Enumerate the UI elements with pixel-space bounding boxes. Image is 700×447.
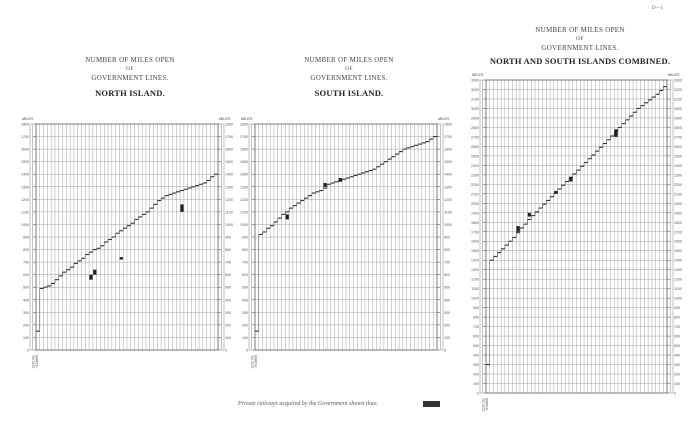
- y-tick-label-right: 3200: [674, 87, 682, 92]
- y-tick-label-right: 1300: [225, 185, 233, 190]
- y-tick-label-left: 700: [473, 325, 479, 330]
- y-tick-label-right: 1500: [225, 160, 233, 165]
- y-tick-label-right: 2600: [674, 144, 682, 149]
- y-tick-label-left: 1900: [471, 211, 479, 216]
- chart-1: [240, 117, 452, 369]
- y-tick-label-left: 2800: [471, 125, 479, 130]
- y-tick-label-right: 300: [674, 363, 680, 368]
- y-tick-label-right: 900: [444, 235, 450, 240]
- y-tick-label-left: 800: [23, 248, 29, 253]
- y-tick-label-right: 1900: [674, 211, 682, 216]
- y-tick-label-right: 500: [674, 344, 680, 349]
- y-tick-label-right: 2300: [674, 173, 682, 178]
- y-tick-label-left: 100: [23, 335, 29, 340]
- y-tick-label-right: 700: [444, 260, 450, 265]
- y-tick-label-right: 0: [444, 348, 446, 353]
- y-tick-label-left: 300: [473, 363, 479, 368]
- title-line-2: OF: [345, 66, 353, 72]
- y-tick-label-right: 1600: [674, 239, 682, 244]
- private-railway-block: [180, 204, 183, 212]
- private-railway-block: [324, 183, 327, 187]
- x-start-label: TO 31ST: [31, 355, 35, 369]
- y-tick-label-left: 0: [246, 348, 248, 353]
- y-tick-label-left: 400: [473, 353, 479, 358]
- y-tick-label-right: 2800: [674, 125, 682, 130]
- y-tick-label-right: 200: [674, 372, 680, 377]
- y-tick-label-left: 1500: [240, 160, 248, 165]
- y-tick-label-right: 1500: [444, 160, 452, 165]
- y-tick-label-left: 200: [23, 323, 29, 328]
- y-tick-label-right: 3000: [674, 106, 682, 111]
- left-scale-bar: [30, 124, 32, 350]
- y-tick-label-left: 200: [473, 372, 479, 377]
- title-line-1: NUMBER OF MILES OPEN: [535, 26, 625, 34]
- y-tick-label-right: 2400: [674, 163, 682, 168]
- y-tick-label-left: 1800: [471, 220, 479, 225]
- x-start-label: TO 31ST: [481, 398, 485, 412]
- y-tick-label-right: 1500: [674, 249, 682, 254]
- y-tick-label-left: 2200: [471, 182, 479, 187]
- y-tick-label-left: 1400: [471, 258, 479, 263]
- title-line-3: GOVERNMENT LINES.: [541, 44, 619, 52]
- y-tick-label-left: 900: [23, 235, 29, 240]
- y-tick-label-left: 1100: [21, 210, 29, 215]
- y-tick-label-left: 800: [473, 315, 479, 320]
- y-tick-label-left: 1500: [21, 160, 29, 165]
- y-tick-label-left: 200: [242, 323, 248, 328]
- y-tick-label-right: 1700: [674, 230, 682, 235]
- y-tick-label-right: 300: [444, 310, 450, 315]
- y-tick-label-right: 1400: [225, 172, 233, 177]
- y-tick-label-left: 900: [473, 306, 479, 311]
- x-start-label: MARCH: [253, 355, 258, 368]
- y-tick-label-right: 600: [444, 273, 450, 278]
- y-tick-label-right: 300: [225, 310, 231, 315]
- y-tick-label-right: 1200: [225, 197, 233, 202]
- y-tick-label-right: 700: [225, 260, 231, 265]
- y-tick-label-left: 1200: [21, 197, 29, 202]
- y-tick-label-right: 600: [225, 273, 231, 278]
- y-axis-label-left: MILES: [472, 73, 484, 77]
- private-railway-block: [286, 214, 289, 219]
- y-tick-label-left: 100: [242, 335, 248, 340]
- y-tick-label-right: 1300: [674, 268, 682, 273]
- private-railway-block: [528, 213, 531, 217]
- y-tick-label-right: 1200: [444, 197, 452, 202]
- private-railway-block: [516, 226, 519, 232]
- y-tick-label-left: 300: [242, 310, 248, 315]
- y-tick-label-right: 1700: [225, 135, 233, 140]
- y-tick-label-right: 1200: [674, 277, 682, 282]
- y-tick-label-left: 1000: [21, 222, 29, 227]
- y-tick-label-right: 1800: [225, 122, 233, 127]
- y-tick-label-left: 3000: [471, 106, 479, 111]
- y-tick-label-right: 100: [444, 335, 450, 340]
- y-axis-label-right: MILES: [219, 117, 231, 121]
- y-tick-label-left: 2400: [471, 163, 479, 168]
- y-tick-label-right: 1700: [444, 135, 452, 140]
- y-tick-label-left: 1700: [471, 230, 479, 235]
- y-tick-label-left: 1600: [240, 147, 248, 152]
- y-tick-label-left: 1100: [471, 287, 479, 292]
- y-tick-label-left: 1200: [471, 277, 479, 282]
- y-axis-label-left: MILES: [22, 117, 34, 121]
- private-railway-block: [93, 270, 96, 275]
- y-axis-label-right: MILES: [668, 73, 680, 77]
- y-tick-label-left: 300: [23, 310, 29, 315]
- y-tick-label-right: 500: [444, 285, 450, 290]
- private-railway-block: [120, 257, 123, 260]
- y-tick-label-right: 1400: [444, 172, 452, 177]
- y-axis-label-right: MILES: [438, 117, 450, 121]
- y-tick-label-left: 1700: [240, 135, 248, 140]
- y-tick-label-left: 2000: [471, 201, 479, 206]
- y-tick-label-right: 2100: [674, 192, 682, 197]
- y-tick-label-left: 2900: [471, 116, 479, 121]
- private-railway-block: [569, 177, 572, 182]
- y-tick-label-right: 1400: [674, 258, 682, 263]
- footer-note: Private railways acquired by the Government shown thus:: [238, 401, 378, 407]
- private-railway-block: [339, 178, 342, 182]
- y-tick-label-right: 800: [674, 315, 680, 320]
- title-line-3: GOVERNMENT LINES.: [310, 74, 388, 82]
- y-tick-label-left: 2700: [471, 135, 479, 140]
- y-axis-label-left: MILES: [241, 117, 253, 121]
- y-tick-label-left: 3300: [471, 78, 479, 83]
- y-tick-label-right: 900: [674, 306, 680, 311]
- y-tick-label-right: 1800: [444, 122, 452, 127]
- y-tick-label-left: 3200: [471, 87, 479, 92]
- y-tick-label-left: 600: [23, 273, 29, 278]
- y-tick-label-right: 1100: [225, 210, 233, 215]
- y-tick-label-left: 1400: [21, 172, 29, 177]
- y-tick-label-left: 500: [242, 285, 248, 290]
- y-tick-label-left: 500: [23, 285, 29, 290]
- y-tick-label-left: 2100: [471, 192, 479, 197]
- y-tick-label-right: 900: [225, 235, 231, 240]
- y-tick-label-right: 600: [674, 334, 680, 339]
- y-tick-label-left: 1500: [471, 249, 479, 254]
- y-tick-label-left: 900: [242, 235, 248, 240]
- y-tick-label-left: 600: [473, 334, 479, 339]
- y-tick-label-left: 2600: [471, 144, 479, 149]
- y-tick-label-right: 2700: [674, 135, 682, 140]
- y-tick-label-left: 1000: [471, 296, 479, 301]
- right-scale-bar: [441, 124, 443, 350]
- title-line-1: NUMBER OF MILES OPEN: [85, 56, 175, 64]
- y-tick-label-right: 1000: [674, 296, 682, 301]
- y-tick-label-right: 2200: [674, 182, 682, 187]
- y-tick-label-left: 1300: [471, 268, 479, 273]
- chart-0: [21, 117, 233, 369]
- y-tick-label-left: 1300: [240, 185, 248, 190]
- y-tick-label-left: 400: [23, 298, 29, 303]
- y-tick-label-left: 600: [242, 273, 248, 278]
- y-tick-label-left: 800: [242, 248, 248, 253]
- right-scale-bar: [222, 124, 224, 350]
- y-tick-label-right: 700: [674, 325, 680, 330]
- title-line-3: GOVERNMENT LINES.: [91, 74, 169, 82]
- chart-2: [471, 73, 682, 412]
- y-tick-label-right: 200: [225, 323, 231, 328]
- y-tick-label-right: 500: [225, 285, 231, 290]
- y-tick-label-right: 2500: [674, 154, 682, 159]
- y-tick-label-left: 1600: [21, 147, 29, 152]
- y-tick-label-left: 1800: [240, 122, 248, 127]
- y-tick-label-right: 2900: [674, 116, 682, 121]
- title-line-2: OF: [126, 66, 134, 72]
- private-railway-block: [615, 129, 618, 137]
- y-tick-label-right: 0: [225, 348, 227, 353]
- y-tick-label-left: 500: [473, 344, 479, 349]
- page-code: D—1: [652, 6, 664, 11]
- right-scale-bar: [671, 80, 673, 393]
- y-tick-label-left: 1700: [21, 135, 29, 140]
- y-tick-label-left: 1400: [240, 172, 248, 177]
- y-tick-label-left: 1100: [240, 210, 248, 215]
- y-tick-label-right: 2000: [674, 201, 682, 206]
- y-tick-label-left: 700: [23, 260, 29, 265]
- y-tick-label-right: 800: [444, 248, 450, 253]
- left-scale-bar: [249, 124, 251, 350]
- y-tick-label-left: 0: [477, 391, 479, 396]
- y-tick-label-right: 1800: [674, 220, 682, 225]
- subtitle-north: NORTH ISLAND.: [95, 88, 165, 98]
- y-tick-label-left: 2500: [471, 154, 479, 159]
- y-tick-label-right: 1100: [674, 287, 682, 292]
- y-tick-label-right: 1000: [225, 222, 233, 227]
- y-tick-label-right: 400: [444, 298, 450, 303]
- private-railway-swatch: [423, 401, 440, 407]
- y-tick-label-left: 700: [242, 260, 248, 265]
- y-tick-label-left: 0: [27, 348, 29, 353]
- y-tick-label-left: 1000: [240, 222, 248, 227]
- title-line-1: NUMBER OF MILES OPEN: [304, 56, 394, 64]
- y-tick-label-right: 400: [225, 298, 231, 303]
- y-tick-label-right: 3300: [674, 78, 682, 83]
- title-line-2: OF: [576, 36, 584, 42]
- y-tick-label-right: 800: [225, 248, 231, 253]
- y-tick-label-right: 1600: [225, 147, 233, 152]
- x-start-label: MARCH: [34, 355, 39, 368]
- y-tick-label-right: 1100: [444, 210, 452, 215]
- y-tick-label-left: 1300: [21, 185, 29, 190]
- x-start-label: MARCH: [484, 398, 489, 411]
- y-tick-label-left: 1200: [240, 197, 248, 202]
- y-tick-label-left: 2300: [471, 173, 479, 178]
- y-tick-label-right: 100: [674, 382, 680, 387]
- left-scale-bar: [480, 80, 482, 393]
- y-tick-label-right: 100: [225, 335, 231, 340]
- y-tick-label-right: 3100: [674, 97, 682, 102]
- y-tick-label-left: 1600: [471, 239, 479, 244]
- y-tick-label-right: 200: [444, 323, 450, 328]
- private-railway-block: [554, 191, 557, 194]
- private-railway-block: [89, 275, 92, 280]
- y-tick-label-right: 1000: [444, 222, 452, 227]
- y-tick-label-left: 400: [242, 298, 248, 303]
- y-tick-label-left: 100: [473, 382, 479, 387]
- y-tick-label-right: 0: [674, 391, 676, 396]
- y-tick-label-right: 1600: [444, 147, 452, 152]
- y-tick-label-right: 1300: [444, 185, 452, 190]
- x-start-label: TO 31ST: [250, 355, 254, 369]
- y-tick-label-left: 1800: [21, 122, 29, 127]
- y-tick-label-left: 3100: [471, 97, 479, 102]
- subtitle-combined: NORTH AND SOUTH ISLANDS COMBINED.: [489, 56, 671, 66]
- y-tick-label-right: 400: [674, 353, 680, 358]
- subtitle-south: SOUTH ISLAND.: [314, 88, 384, 98]
